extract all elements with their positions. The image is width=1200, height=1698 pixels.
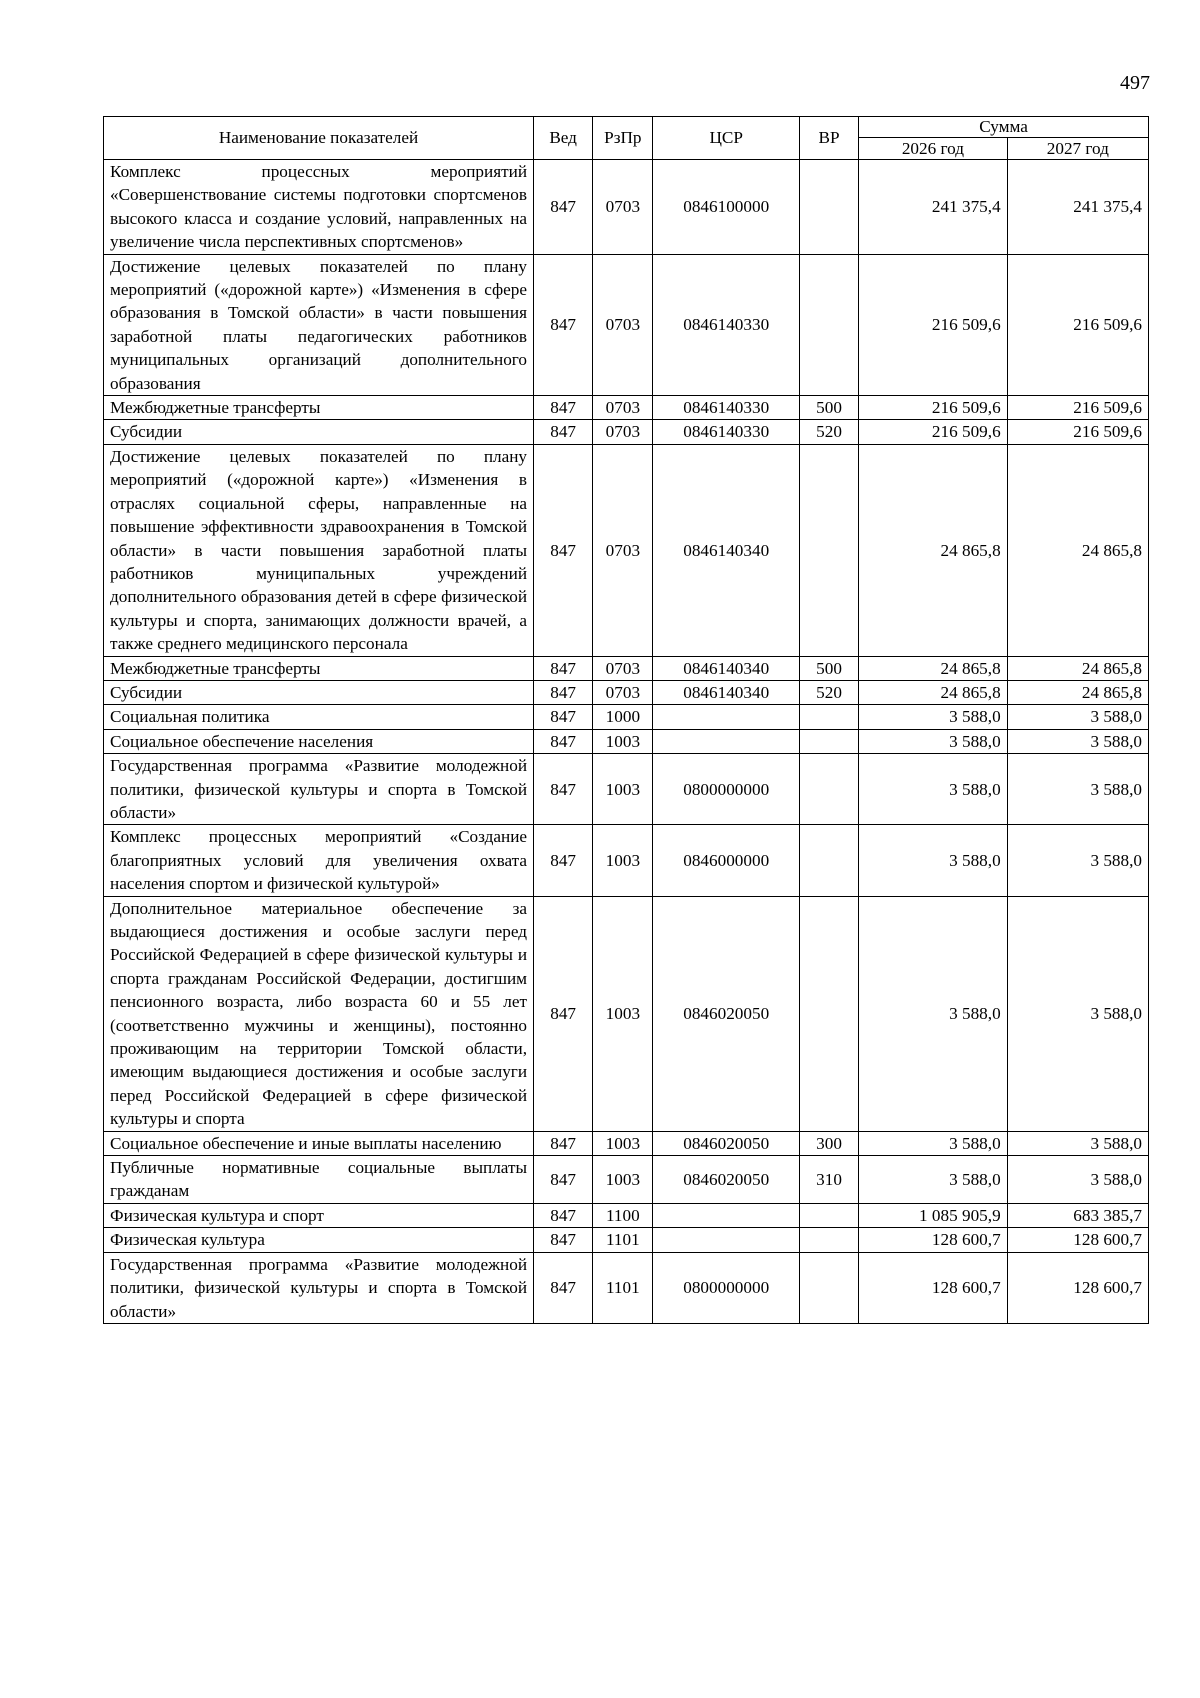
row-csr-cell: 0846000000: [653, 825, 799, 896]
row-csr-cell: 0800000000: [653, 1252, 799, 1323]
row-ved-cell: 847: [534, 705, 593, 729]
row-ved-cell: 847: [534, 420, 593, 444]
row-amount-2026-cell: 216 509,6: [859, 420, 1008, 444]
table-row: [104, 729, 1149, 753]
row-name-cell: Субсидии: [104, 680, 534, 704]
row-amount-2027-cell: 24 865,8: [1007, 680, 1148, 704]
header-rzpr: РзПр: [593, 117, 653, 160]
row-vr-cell: [799, 1203, 858, 1227]
table-row: [104, 825, 1149, 896]
row-amount-2026-cell: 24 865,8: [859, 656, 1008, 680]
row-amount-2026-cell: 128 600,7: [859, 1252, 1008, 1323]
row-csr-cell: 0846140330: [653, 396, 799, 420]
row-ved-cell: 847: [534, 754, 593, 825]
row-name-cell: Государственная программа «Развитие молодежной политики, физической культуры и спорта в Томской области»: [104, 754, 534, 825]
table-row: [104, 896, 1149, 1131]
row-amount-2027-cell: 3 588,0: [1007, 729, 1148, 753]
row-ved-cell: 847: [534, 396, 593, 420]
row-ved-cell: 847: [534, 160, 593, 255]
row-vr-cell: [799, 825, 858, 896]
row-csr-cell: 0846020050: [653, 1131, 799, 1155]
header-vr: ВР: [799, 117, 858, 160]
row-ved-cell: 847: [534, 729, 593, 753]
header-name: Наименование показателей: [104, 117, 534, 160]
row-csr-cell: [653, 1203, 799, 1227]
row-name-cell: Физическая культура: [104, 1228, 534, 1252]
row-vr-cell: [799, 705, 858, 729]
row-vr-cell: [799, 729, 858, 753]
row-ved-cell: 847: [534, 444, 593, 656]
row-ved-cell: 847: [534, 680, 593, 704]
row-rzpr-cell: 0703: [593, 420, 653, 444]
row-amount-2027-cell: 216 509,6: [1007, 254, 1148, 395]
row-name-cell: Государственная программа «Развитие молодежной политики, физической культуры и спорта в Томской области»: [104, 1252, 534, 1323]
table-row: [104, 420, 1149, 444]
row-amount-2027-cell: 3 588,0: [1007, 705, 1148, 729]
row-csr-cell: [653, 705, 799, 729]
row-rzpr-cell: 0703: [593, 254, 653, 395]
row-amount-2026-cell: 3 588,0: [859, 1156, 1008, 1204]
row-rzpr-cell: 1101: [593, 1228, 653, 1252]
row-vr-cell: [799, 254, 858, 395]
table-row: [104, 396, 1149, 420]
row-name-cell: Физическая культура и спорт: [104, 1203, 534, 1227]
row-rzpr-cell: 1003: [593, 754, 653, 825]
header-year-2026: 2026 год: [859, 138, 1008, 160]
row-amount-2026-cell: 216 509,6: [859, 396, 1008, 420]
header-ved: Вед: [534, 117, 593, 160]
row-amount-2027-cell: 216 509,6: [1007, 396, 1148, 420]
row-rzpr-cell: 1003: [593, 896, 653, 1131]
row-ved-cell: 847: [534, 1131, 593, 1155]
row-name-cell: Комплекс процессных мероприятий «Совершенствование системы подготовки спортсменов высокого класса и создание условий, направленных на увеличение числа перспективных спортсменов»: [104, 160, 534, 255]
table-row: [104, 754, 1149, 825]
row-rzpr-cell: 1000: [593, 705, 653, 729]
row-vr-cell: [799, 754, 858, 825]
table-row: [104, 1203, 1149, 1227]
row-rzpr-cell: 1003: [593, 825, 653, 896]
row-vr-cell: 310: [799, 1156, 858, 1204]
row-amount-2027-cell: 216 509,6: [1007, 420, 1148, 444]
row-name-cell: Межбюджетные трансферты: [104, 656, 534, 680]
row-csr-cell: 0846140340: [653, 444, 799, 656]
table-row: [104, 680, 1149, 704]
row-csr-cell: 0846140330: [653, 254, 799, 395]
header-csr: ЦСР: [653, 117, 799, 160]
row-vr-cell: [799, 444, 858, 656]
row-csr-cell: 0846140340: [653, 680, 799, 704]
row-amount-2027-cell: 24 865,8: [1007, 656, 1148, 680]
row-name-cell: Социальная политика: [104, 705, 534, 729]
table-row: [104, 1156, 1149, 1204]
row-amount-2026-cell: 241 375,4: [859, 160, 1008, 255]
row-amount-2027-cell: 3 588,0: [1007, 754, 1148, 825]
header-sum: Сумма: [859, 117, 1149, 138]
table-row: [104, 1252, 1149, 1323]
header-year-2027: 2027 год: [1007, 138, 1148, 160]
row-ved-cell: 847: [534, 1252, 593, 1323]
row-vr-cell: 520: [799, 680, 858, 704]
row-rzpr-cell: 0703: [593, 160, 653, 255]
row-name-cell: Социальное обеспечение и иные выплаты населению: [104, 1131, 534, 1155]
table-header: [104, 117, 1149, 160]
row-amount-2027-cell: 3 588,0: [1007, 825, 1148, 896]
row-vr-cell: 520: [799, 420, 858, 444]
row-rzpr-cell: 1003: [593, 1131, 653, 1155]
row-amount-2026-cell: 3 588,0: [859, 1131, 1008, 1155]
row-name-cell: Достижение целевых показателей по плану мероприятий («дорожной карте») «Изменения в сфере образования в Томской области» в части повышения заработной платы педагогических работников муниципальных организаций дополнительного образования: [104, 254, 534, 395]
row-amount-2026-cell: 24 865,8: [859, 680, 1008, 704]
row-vr-cell: [799, 160, 858, 255]
row-csr-cell: [653, 1228, 799, 1252]
row-vr-cell: [799, 896, 858, 1131]
row-ved-cell: 847: [534, 656, 593, 680]
row-ved-cell: 847: [534, 896, 593, 1131]
row-rzpr-cell: 1003: [593, 729, 653, 753]
row-name-cell: Комплекс процессных мероприятий «Создание благоприятных условий для увеличения охвата населения спортом и физической культурой»: [104, 825, 534, 896]
table-row: [104, 705, 1149, 729]
row-ved-cell: 847: [534, 254, 593, 395]
row-rzpr-cell: 0703: [593, 680, 653, 704]
row-vr-cell: 500: [799, 656, 858, 680]
table-row: [104, 1228, 1149, 1252]
row-rzpr-cell: 1100: [593, 1203, 653, 1227]
row-amount-2027-cell: 241 375,4: [1007, 160, 1148, 255]
row-amount-2027-cell: 3 588,0: [1007, 896, 1148, 1131]
row-name-cell: Социальное обеспечение населения: [104, 729, 534, 753]
row-amount-2027-cell: 24 865,8: [1007, 444, 1148, 656]
row-amount-2026-cell: 3 588,0: [859, 705, 1008, 729]
table-row: [104, 656, 1149, 680]
row-name-cell: Достижение целевых показателей по плану мероприятий («дорожной карте») «Изменения в отраслях социальной сферы, направленные на повышение эффективности здравоохранения в Томской области» в части повышения заработной платы работников муниципальных учреждений дополнительного образования детей в сфере физической культуры и спорта, занимающих должности врачей, а также среднего медицинского персонала: [104, 444, 534, 656]
table-row: [104, 444, 1149, 656]
row-name-cell: Межбюджетные трансферты: [104, 396, 534, 420]
row-amount-2026-cell: 3 588,0: [859, 754, 1008, 825]
row-amount-2027-cell: 128 600,7: [1007, 1252, 1148, 1323]
row-csr-cell: [653, 729, 799, 753]
row-csr-cell: 0846140330: [653, 420, 799, 444]
row-amount-2027-cell: 3 588,0: [1007, 1131, 1148, 1155]
row-amount-2026-cell: 24 865,8: [859, 444, 1008, 656]
row-name-cell: Субсидии: [104, 420, 534, 444]
table-row: [104, 1131, 1149, 1155]
row-rzpr-cell: 0703: [593, 444, 653, 656]
row-vr-cell: [799, 1228, 858, 1252]
row-rzpr-cell: 1101: [593, 1252, 653, 1323]
row-amount-2026-cell: 128 600,7: [859, 1228, 1008, 1252]
row-ved-cell: 847: [534, 1203, 593, 1227]
row-rzpr-cell: 0703: [593, 396, 653, 420]
row-vr-cell: [799, 1252, 858, 1323]
row-name-cell: Публичные нормативные социальные выплаты гражданам: [104, 1156, 534, 1204]
row-rzpr-cell: 1003: [593, 1156, 653, 1204]
table-row: [104, 160, 1149, 255]
row-amount-2026-cell: 3 588,0: [859, 825, 1008, 896]
row-ved-cell: 847: [534, 825, 593, 896]
row-ved-cell: 847: [534, 1156, 593, 1204]
row-csr-cell: 0846100000: [653, 160, 799, 255]
row-amount-2026-cell: 3 588,0: [859, 729, 1008, 753]
row-vr-cell: 300: [799, 1131, 858, 1155]
row-vr-cell: 500: [799, 396, 858, 420]
row-csr-cell: 0846140340: [653, 656, 799, 680]
row-amount-2027-cell: 3 588,0: [1007, 1156, 1148, 1204]
row-amount-2026-cell: 216 509,6: [859, 254, 1008, 395]
row-ved-cell: 847: [534, 1228, 593, 1252]
page-number: 497: [1120, 72, 1150, 94]
table-row: [104, 254, 1149, 395]
row-csr-cell: 0846020050: [653, 896, 799, 1131]
row-amount-2026-cell: 1 085 905,9: [859, 1203, 1008, 1227]
row-csr-cell: 0846020050: [653, 1156, 799, 1204]
row-amount-2027-cell: 128 600,7: [1007, 1228, 1148, 1252]
row-amount-2027-cell: 683 385,7: [1007, 1203, 1148, 1227]
row-csr-cell: 0800000000: [653, 754, 799, 825]
table-body: [104, 160, 1149, 1324]
row-name-cell: Дополнительное материальное обеспечение за выдающиеся достижения и особые заслуги перед Российской Федерацией в сфере физической культуры и спорта гражданам Российской Федерации, достигшим пенсионного возраста, либо возраста 60 и 55 лет (соответственно мужчины и женщины), постоянно проживающим на территории Томской области, имеющим выдающиеся достижения и особые заслуги перед Российской Федерацией в сфере физической культуры и спорта: [104, 896, 534, 1131]
row-rzpr-cell: 0703: [593, 656, 653, 680]
budget-table: [103, 116, 1149, 1324]
row-amount-2026-cell: 3 588,0: [859, 896, 1008, 1131]
